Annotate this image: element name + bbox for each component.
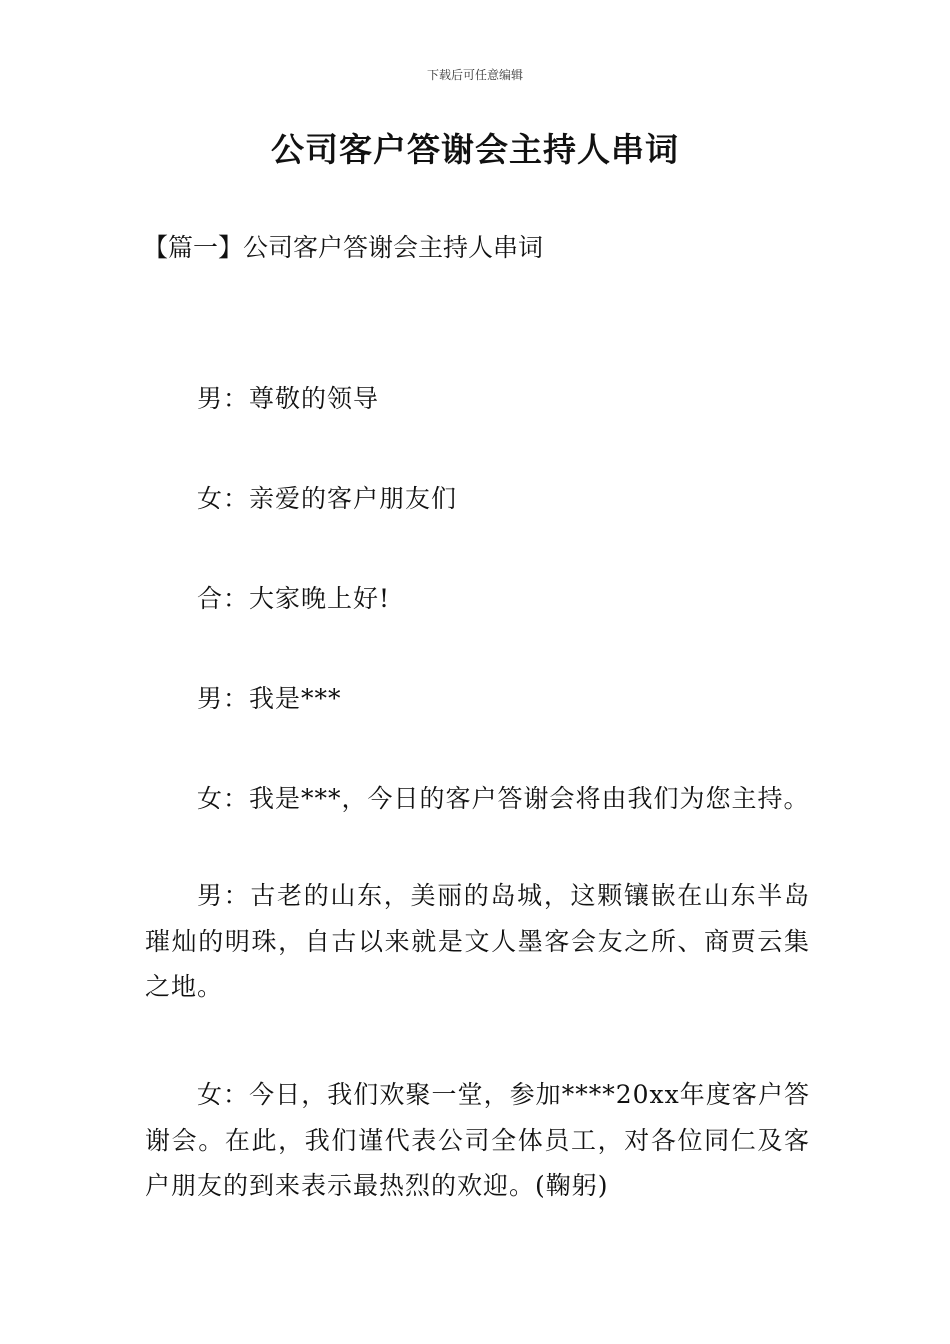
section-heading: 【篇一】公司客户答谢会主持人串词 [143, 233, 544, 262]
dialogue-paragraph: 女：我是***，今日的客户答谢会将由我们为您主持。 [197, 784, 810, 813]
dialogue-paragraph: 女：亲爱的客户朋友们 [197, 484, 458, 513]
dialogue-paragraph: 男：尊敬的领导 [197, 384, 380, 413]
header-note: 下载后可任意编辑 [426, 68, 523, 82]
dialogue-paragraph: 女：今日，我们欢聚一堂，参加****20xx年度客户答谢会。在此，我们谨代表公司全体员工，对各位同仁及客户朋友的到来表示最热烈的欢迎。(鞠躬) [145, 1080, 810, 1200]
dialogue-paragraph: 男：古老的山东，美丽的岛城，这颗镶嵌在山东半岛璀灿的明珠，自古以来就是文人墨客会友之所、商贾云集之地。 [145, 881, 810, 1001]
dialogue-paragraph: 合：大家晚上好! [197, 584, 391, 613]
dialogue-paragraph: 男：我是*** [197, 684, 342, 713]
document-title: 公司客户答谢会主持人串词 [271, 130, 679, 169]
